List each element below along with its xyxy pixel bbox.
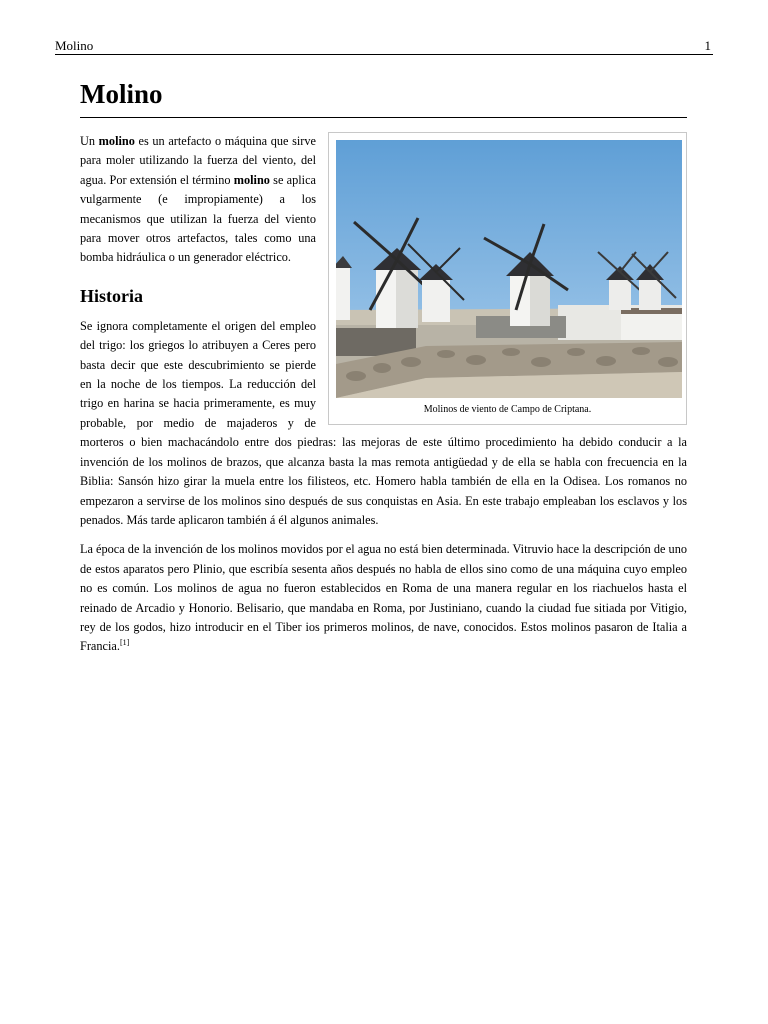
historia-paragraph-2-text: La época de la invención de los molinos movidos por el agua no está bien determinada. Vitruvio hace la descripción de uno de estos aparatos pero Plinio, que escribía sesenta años después no habla de ellos sino como de una máquina cuyo empleo no es común. Los molinos de agua no fueron establecidos en Roma de una manera regular en los riachuelos hasta el reinado de Arcadio y Honorio. Belisario, que mandaba en Roma, por Justiniano, cuando la ciudad fue sitiada por Vitigio, rey de los godos, hizo introducir en el Tiber ios primeros molinos, de nave, conocidos. Estos molinos pasaron de Italia a Francia.	[80, 542, 687, 654]
footnote-reference[interactable]: [1]	[119, 638, 130, 648]
section-heading-historia: Historia	[80, 285, 143, 306]
historia-paragraph-2	[80, 540, 687, 656]
windmills-photo	[336, 140, 682, 398]
running-header-title: Molino	[55, 38, 94, 53]
intro-text-2: es un artefacto o máquina que sirve para moler utilizando la fuerza del viento, del agua. Por extensión el término	[80, 134, 316, 187]
article	[80, 76, 687, 657]
running-header	[55, 36, 713, 55]
windmill-figure	[328, 132, 687, 425]
intro-text-3: se aplica vulgarmente (e impropiamente) a los mecanismos que utilizan la fuerza del viento para mover otros artefactos, tales como una bomba hidráulica o un generador eléctrico.	[80, 172, 316, 265]
historia-paragraph-1: Se ignora completamente el origen del empleo del trigo: los griegos lo atribuyen a Ceres pero basta decir que este descubrimiento se pierde en la noche de los tiempos. La reducción del trigo en harina se hacia primeramente, es muy probable, por medio de majaderos y de morteros o bien machacándolo entre dos piedras: las mejoras de este último procedimiento ha debido conducir a la invención de los molinos de brazos, que alcanza basta la mas remota antigüedad y de ella se habla con frecuencia en la Biblia: Sansón hizo girar la muela entre los filisteos, etc. Homero habla también de ella en la Odisea. Los romanos no empezaron a servirse de los molinos sino después de sus conquistas en Asia. En este trabajo empleaban los esclavos y los penados. Más tarde aplicaron también á él algunos animales.	[80, 318, 687, 527]
page-number: 1	[704, 38, 711, 53]
intro-term-molino: molino	[98, 134, 135, 148]
figure-caption: Molinos de viento de Campo de Criptana.	[423, 404, 592, 415]
intro-term-molino-2: molino	[233, 172, 270, 187]
article-title: Molino	[80, 76, 687, 118]
intro-text-1: Un	[80, 134, 99, 148]
